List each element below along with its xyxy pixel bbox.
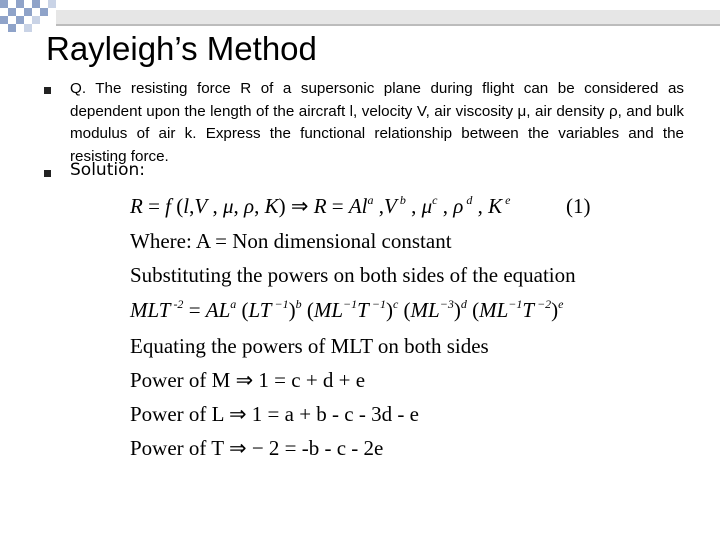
substituting-line: Substituting the powers on both sides of the equation	[130, 263, 576, 287]
solution-label: Solution:	[70, 160, 145, 180]
slide-title: Rayleigh’s Method	[46, 30, 317, 67]
bullet-icon	[44, 170, 51, 177]
where-line: Where: A = Non dimensional constant	[130, 229, 452, 253]
equating-line: Equating the powers of MLT on both sides	[130, 334, 489, 358]
equation-dimensions: MLT $^{-2} = AL^a$ (LT $^{-1}$)$^b$ ($ML^{-1}T$ $^{-1}$)$^c$ $(ML^{-3})^d$ ($ML^{-1}T$ $^{-2}$)$^e$	[130, 297, 564, 322]
bullet-icon	[44, 87, 51, 94]
power-m-line: Power of M ⇒ 1 = c + d + e	[130, 368, 366, 392]
power-t-line: Power of T ⇒ − 2 = -b - c - 2e	[130, 436, 384, 460]
equation-rayleigh: R = f (l,V , μ, ρ, K) ⇒ $R = Al^a$ ,V $^b$ , $\mu^c$ , ρ $^d$ , K $^e$	[130, 193, 511, 218]
question-text: Q. The resisting force R of a supersonic plane during flight can be considered as dependent upon the length of the aircraft l, velocity V, air viscosity μ, air density ρ, and bulk modulus of air k. Express the functional relationship between the variables and the resisting force.	[70, 80, 684, 165]
equation-number: (1)	[566, 194, 591, 218]
power-l-line: Power of L ⇒ 1 = a + b - c - 3d - e	[130, 402, 419, 426]
